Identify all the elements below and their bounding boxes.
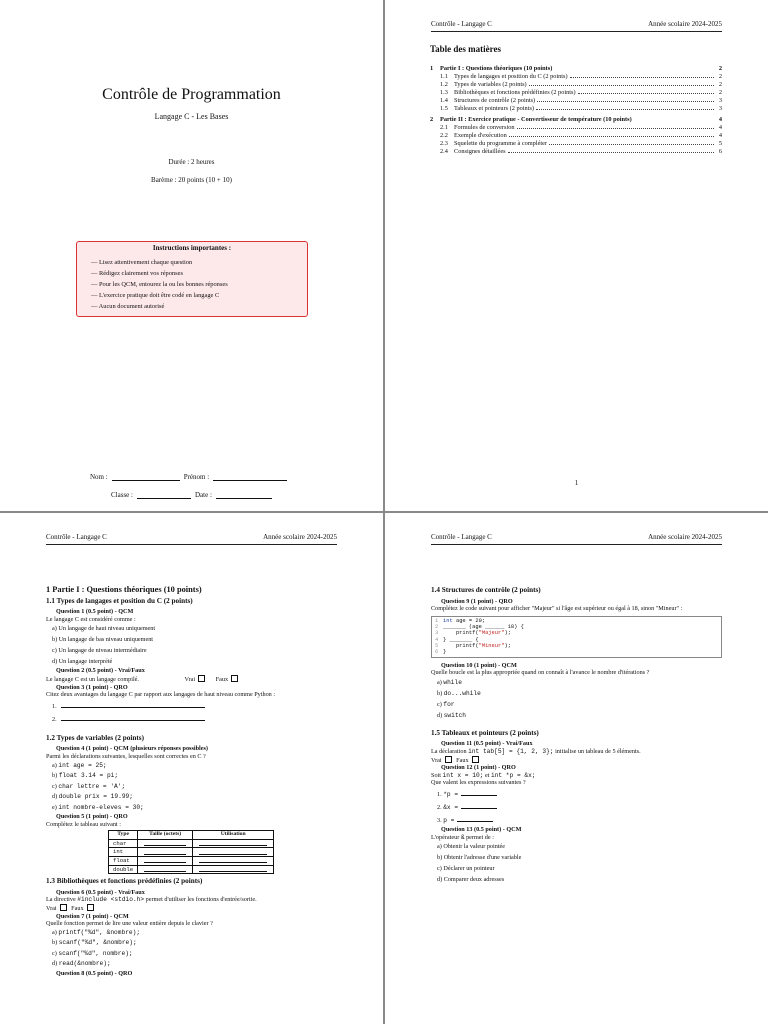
answer-lines <box>46 699 337 725</box>
toc-title-text: Types de langages et position du C (2 points) <box>454 73 568 80</box>
toc-entry[interactable] <box>430 80 722 88</box>
toc-title-text: Partie II : Exercice pratique - Convertisseur de température (10 points) <box>440 116 632 123</box>
option-item[interactable]: a) printf("%d", &nombre); <box>52 928 141 936</box>
exam-grading: Barème : 20 points (10 + 10) <box>151 176 232 184</box>
toc-leader <box>537 101 714 102</box>
q1-options <box>46 623 337 667</box>
toc-page: 3 <box>718 105 722 112</box>
faux-label: Faux <box>456 756 469 764</box>
option-item[interactable]: a) Obtenir la valeur pointée <box>437 843 506 851</box>
date-label: Date : <box>194 491 212 499</box>
line-number: 5 <box>435 642 439 649</box>
instruction-item: — Aucun document autorisé <box>91 301 307 312</box>
subsection-heading: 1.1 Types de langages et position du C (2 points) <box>46 596 193 605</box>
toc-page: 4 <box>718 116 722 123</box>
header-right: Année scolaire 2024-2025 <box>263 533 337 541</box>
q7-options <box>46 928 337 970</box>
option-item[interactable]: c) for <box>437 700 455 708</box>
option-item[interactable]: e) int nombre-eleves = 30; <box>52 803 144 811</box>
option-item[interactable]: a) Un langage de haut niveau uniquement <box>52 625 156 633</box>
header-left: Contrôle - Langage C <box>431 533 492 541</box>
true-false-row <box>431 756 722 765</box>
question-title: Question 3 (1 point) - QRO <box>56 683 128 691</box>
vrai-label: Vrai <box>431 756 442 764</box>
toc-title-text: Bibliothèques et fonctions prédéfinies (2 points) <box>454 89 576 96</box>
toc-entry[interactable] <box>430 104 722 112</box>
faux-label: Faux <box>215 675 229 683</box>
toc-leader <box>549 144 714 145</box>
toc-leader <box>578 93 714 94</box>
instruction-item: — Rédigez clairement vos réponses <box>91 268 307 279</box>
subsection-heading: 1.2 Types de variables (2 points) <box>46 733 144 742</box>
size-cell[interactable] <box>138 865 193 874</box>
option-item[interactable]: b) do...while <box>437 689 481 697</box>
option-item[interactable]: d) Un langage interprété <box>52 658 113 666</box>
question-text: La directive #include <stdio.h> permet d'utiliser les fonctions d'entrée/sortie. <box>46 896 257 904</box>
nom-label: Nom : <box>90 473 108 481</box>
code-string: "Majeur" <box>478 630 505 637</box>
option-item[interactable]: c) Un langage de niveau intermédiaire <box>52 647 147 655</box>
question-text: Quelle boucle est la plus appropriée quand on connaît à l'avance le nombre d'itérations ? <box>431 669 650 677</box>
option-item[interactable]: d) double prix = 19.99; <box>52 793 133 801</box>
question-text: Le langage C est un langage compilé. <box>46 675 139 683</box>
toc-entry[interactable] <box>430 123 722 131</box>
question-text: L'opérateur & permet de : <box>431 833 494 841</box>
header-right: Année scolaire 2024-2025 <box>648 20 722 28</box>
question-title: Question 1 (0.5 point) - QCM <box>56 608 134 616</box>
toc-entry[interactable] <box>430 64 722 72</box>
question-title: Question 7 (1 point) - QCM <box>56 912 129 920</box>
question-title: Question 2 (0.5 point) - Vrai/Faux <box>56 667 145 675</box>
option-item[interactable]: a) int age = 25; <box>52 761 107 769</box>
question-title: Question 10 (1 point) - QCM <box>441 661 517 669</box>
option-item[interactable]: c) char lettre = 'A'; <box>52 782 126 790</box>
table-header: Taille (octets) <box>138 831 193 840</box>
header-left: Contrôle - Langage C <box>431 20 492 28</box>
prenom-field[interactable] <box>213 472 287 481</box>
vrai-checkbox[interactable] <box>60 904 67 911</box>
toc-entry[interactable] <box>430 115 722 123</box>
vrai-label: Vrai <box>184 675 196 683</box>
q10-options <box>431 677 722 721</box>
page-cover <box>0 0 383 511</box>
usage-cell[interactable] <box>193 839 274 848</box>
expression-item: 2. &x = <box>437 800 722 813</box>
toc-title-text: Formules de conversion <box>454 124 515 131</box>
answer-line[interactable] <box>61 712 205 721</box>
code-line <box>435 649 718 655</box>
usage-cell[interactable] <box>193 848 274 857</box>
code-text: age = 20; <box>452 617 486 624</box>
running-header <box>46 533 337 541</box>
running-header <box>431 20 722 28</box>
toc-number: 1 <box>430 65 434 72</box>
toc-entry[interactable] <box>430 72 722 80</box>
toc-entry[interactable] <box>430 88 722 96</box>
question-title: Question 13 (0.5 point) - QCM <box>441 825 522 833</box>
answer-index: 1. <box>52 702 57 710</box>
toc-leader <box>570 77 714 78</box>
code-text: ); <box>504 642 511 649</box>
toc-number: 2.3 <box>440 140 448 147</box>
question-text: Citez deux avantages du langage C par rapport aux langages de haut niveau comme Python : <box>46 691 276 699</box>
header-right: Année scolaire 2024-2025 <box>648 533 722 541</box>
q13-options <box>431 841 722 885</box>
code-text: } _______ { <box>443 636 479 643</box>
toc-page: 4 <box>718 124 722 131</box>
option-item[interactable]: b) Obtenir l'adresse d'une variable <box>437 854 522 862</box>
table-row: int <box>109 848 274 857</box>
toc-leader <box>529 85 714 86</box>
header-left: Contrôle - Langage C <box>46 533 107 541</box>
section-heading: 1 Partie I : Questions théoriques (10 points) <box>46 585 202 594</box>
line-number: 3 <box>435 630 439 637</box>
question-text: Complétez le tableau suivant : <box>46 820 121 828</box>
code-text: printf( <box>443 630 479 637</box>
toc-title: Table des matières <box>430 44 501 54</box>
toc-leader <box>508 152 714 153</box>
code-string: "Mineur" <box>478 642 505 649</box>
toc-number: 1.5 <box>440 105 448 112</box>
code-text: _______ (age ______ 18) { <box>443 624 524 631</box>
question-text: Quelle fonction permet de lire une valeur entière depuis le clavier ? <box>46 920 213 928</box>
instruction-item: — Lisez attentivement chaque question <box>91 257 307 268</box>
code-block <box>431 616 722 658</box>
page-number: 1 <box>574 479 579 487</box>
question-text: La déclaration int tab[5] = {1, 2, 3}; initialise un tableau de 5 éléments. <box>431 747 641 755</box>
toc-title-text: Exemple d'exécution <box>454 132 507 139</box>
page4-content <box>431 587 722 885</box>
exam-subtitle: Langage C - Les Bases <box>154 112 229 121</box>
usage-cell[interactable] <box>193 865 274 874</box>
option-item[interactable]: d) Comparer deux adresses <box>437 876 505 884</box>
table-header: Utilisation <box>193 831 274 840</box>
toc-page: 3 <box>718 97 722 104</box>
option-item[interactable]: c) scanf("%d", nombre); <box>52 949 133 957</box>
exam-duration: Durée : 2 heures <box>168 158 215 166</box>
toc-number: 1.2 <box>440 81 448 88</box>
question-text: Soit int x = 10; et int *p = &x; <box>431 771 536 779</box>
toc-page: 2 <box>718 65 722 72</box>
page3-content <box>46 586 337 977</box>
types-table <box>108 830 274 874</box>
subsection-heading: 1.3 Bibliothèques et fonctions prédéfinies (2 points) <box>46 877 203 886</box>
toc-page: 5 <box>718 140 722 147</box>
toc-number: 1.1 <box>440 73 448 80</box>
answer-line[interactable] <box>457 813 493 822</box>
faux-checkbox[interactable] <box>87 904 94 911</box>
question-title: Question 9 (1 point) - QRO <box>441 597 513 605</box>
toc-page: 2 <box>718 89 722 96</box>
usage-cell[interactable] <box>193 857 274 866</box>
header-rule <box>431 544 722 545</box>
question-title: Question 11 (0.5 point) - Vrai/Faux <box>441 740 533 748</box>
vrai-checkbox[interactable] <box>198 675 205 682</box>
toc-leader <box>536 109 714 110</box>
vrai-checkbox[interactable] <box>445 756 452 763</box>
header-rule <box>431 31 722 32</box>
toc-number: 2.4 <box>440 148 448 155</box>
question-text: Le langage C est considéré comme : <box>46 615 136 623</box>
toc-number: 2.1 <box>440 124 448 131</box>
toc-leader <box>517 128 714 129</box>
code-text: } <box>443 649 447 656</box>
toc-page: 6 <box>718 148 722 155</box>
question-text: Complétez le code suivant pour afficher "Majeur" si l'âge est supérieur ou égal à 18, sinon "Mineur" : <box>431 605 683 613</box>
line-number: 6 <box>435 649 439 656</box>
toc-entry[interactable] <box>430 147 722 155</box>
code-text: ); <box>504 630 511 637</box>
instruction-item: — Pour les QCM, entourez la ou les bonnes réponses <box>91 279 307 290</box>
q12-items <box>431 787 722 826</box>
running-header <box>431 533 722 541</box>
toc-entry[interactable] <box>430 96 722 104</box>
option-item[interactable]: d) switch <box>437 711 466 719</box>
answer-line[interactable] <box>61 699 205 708</box>
line-number: 2 <box>435 624 439 631</box>
classe-field[interactable] <box>137 490 191 499</box>
expression-item: 3. p = <box>437 813 722 826</box>
true-false-row <box>46 904 337 913</box>
q4-options <box>46 761 337 814</box>
code-keyword: int <box>443 617 453 624</box>
name-row <box>90 472 287 481</box>
toc-page: 2 <box>718 73 722 80</box>
toc-title-text: Squelette du programme à compléter <box>454 140 548 147</box>
nom-field[interactable] <box>112 472 180 481</box>
date-field[interactable] <box>216 490 272 499</box>
answer-line[interactable] <box>461 800 497 809</box>
table-header: Type <box>109 831 138 840</box>
question-title: Question 12 (1 point) - QRO <box>441 764 516 772</box>
toc-title-text: Structures de contrôle (2 points) <box>454 97 536 104</box>
table-row: double <box>109 865 274 874</box>
faux-label: Faux <box>71 904 84 912</box>
instructions-list <box>77 257 307 312</box>
line-number: 1 <box>435 617 439 624</box>
page-toc <box>385 0 768 511</box>
class-row <box>111 490 272 499</box>
question-title: Question 5 (1 point) - QRO <box>56 813 128 821</box>
table-row: char <box>109 839 274 848</box>
toc-number: 1.4 <box>440 97 448 104</box>
faux-checkbox[interactable] <box>472 756 479 763</box>
true-false-row <box>46 675 337 684</box>
subsection-heading: 1.5 Tableaux et pointeurs (2 points) <box>431 728 539 737</box>
option-item[interactable]: b) float 3.14 = pi; <box>52 772 119 780</box>
toc-title-text: Consignes détaillées <box>454 148 506 155</box>
answer-index: 2. <box>52 715 57 723</box>
expression-item: 1. *p = <box>437 787 722 800</box>
question-title: Question 8 (0.5 point) - QRO <box>56 969 133 977</box>
toc-entry[interactable] <box>430 139 722 147</box>
faux-checkbox[interactable] <box>231 675 238 682</box>
option-item[interactable]: d) read(&nombre); <box>52 960 111 968</box>
answer-line[interactable] <box>461 787 497 796</box>
toc-page: 4 <box>718 132 722 139</box>
toc-number: 1.3 <box>440 89 448 96</box>
option-item[interactable]: b) Un langage de bas niveau uniquement <box>52 636 154 644</box>
toc-title-text: Partie I : Questions théoriques (10 points) <box>440 65 553 72</box>
vrai-label: Vrai <box>46 904 57 912</box>
size-cell[interactable] <box>138 839 193 848</box>
question-title: Question 6 (0.5 point) - Vrai/Faux <box>56 888 145 896</box>
question-title: Question 4 (1 point) - QCM (plusieurs réponses possibles) <box>56 745 208 753</box>
instructions-title: Instructions importantes : <box>152 244 232 252</box>
size-cell[interactable] <box>138 848 193 857</box>
toc-title-text: Types de variables (2 points) <box>454 81 527 88</box>
option-item[interactable]: c) Déclarer un pointeur <box>437 865 495 873</box>
toc-leader <box>509 136 714 137</box>
option-item[interactable]: b) scanf("%d", &nombre); <box>52 939 137 947</box>
subsection-heading: 1.4 Structures de contrôle (2 points) <box>431 586 541 594</box>
instruction-item: — L'exercice pratique doit être codé en langage C <box>91 290 307 301</box>
question-text: Que valent les expressions suivantes ? <box>431 779 526 787</box>
toc-title-text: Tableaux et pointeurs (2 points) <box>454 105 534 112</box>
question-text: Parmi les déclarations suivantes, lesquelles sont correctes en C ? <box>46 752 206 760</box>
line-number: 4 <box>435 636 439 643</box>
instructions-box <box>76 241 308 317</box>
option-item[interactable]: a) while <box>437 678 462 686</box>
header-rule <box>46 544 337 545</box>
code-text: printf( <box>443 642 479 649</box>
toc-page: 2 <box>718 81 722 88</box>
table-row: float <box>109 857 274 866</box>
classe-label: Classe : <box>111 491 133 499</box>
exam-title: Contrôle de Programmation <box>102 86 281 103</box>
toc-number: 2.2 <box>440 132 448 139</box>
prenom-label: Prénom : <box>183 473 210 481</box>
toc-number: 2 <box>430 116 434 123</box>
toc-list <box>430 61 722 155</box>
toc-entry[interactable] <box>430 131 722 139</box>
page-part1 <box>0 513 383 1024</box>
page-part1-cont <box>385 513 768 1024</box>
size-cell[interactable] <box>138 857 193 866</box>
